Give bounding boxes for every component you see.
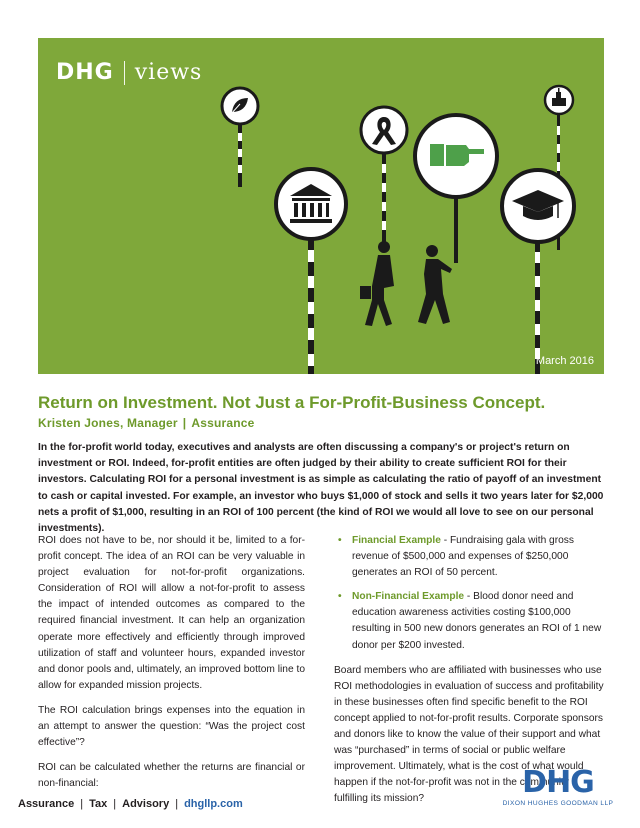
left-column	[38, 533, 305, 801]
author-name: Kristen Jones, Manager	[38, 416, 178, 430]
brand-logo	[56, 60, 202, 85]
logo-company-name: DIXON HUGHES GOODMAN LLP	[502, 800, 614, 807]
bullet-label: Non-Financial Example	[352, 591, 465, 603]
body-paragraph: ROI does not have to be, nor should it be, limited to a for-profit concept. The idea of an ROI can be very valuable in project evaluation for not-for-profit organizations. Consideration of ROI will allow a not-for-profit to assess the impact of intended outcomes as compared to the required financial investment. It can help an organization operate more effectively and efficiently through improved utilization of staff and volunteer hours, expanded investor and donor pools and, ultimately, an improved bottom line to allow for expanded mission projects.	[38, 535, 305, 691]
author-line	[38, 416, 255, 430]
people-silhouettes	[360, 241, 452, 326]
hand-sign	[415, 115, 497, 263]
intro-paragraph: In the for-profit world today, executives and analysts are often discussing a company's or project's return on investment or ROI. Indeed, for-profit entities are often judged by their ability to create sufficient ROI for their investors. Calculating ROI for a personal investment is as simple as calculating the ratio of payoff of an investment to cash or capital invested. For example, an investor who buys $1,000 of stock and sells it two years later for $2,000 nets a profit of $1,000, resulting in an ROI of 100 percent (the kind of ROI we would all love to see on our personal investments).	[38, 442, 604, 535]
bullet-icon: •	[338, 591, 342, 603]
body-paragraph: ROI can be calculated whether the returns are financial or non-financial:	[38, 762, 305, 790]
footer-separator: |	[80, 798, 84, 810]
issue-date: March 2016	[535, 355, 594, 367]
author-department: Assurance	[191, 416, 255, 430]
header-banner	[38, 38, 604, 374]
grad-sign	[502, 170, 574, 374]
bullet-text: - Fundraising gala with gross revenue of $500,000 and expenses of $250,000 generates an ROI of 50 percent.	[352, 535, 574, 579]
bullet-label: Financial Example	[352, 535, 441, 546]
logo-mark: DHG	[522, 765, 594, 800]
body-paragraph: The ROI calculation brings expenses into the equation in an attempt to answer the question: “Was the project cost effective”?	[38, 704, 305, 749]
footer-separator: |	[113, 798, 117, 810]
list-item	[338, 533, 604, 581]
ribbon-sign	[361, 107, 407, 247]
brand-divider	[124, 61, 125, 85]
brand-name: DHG	[56, 60, 114, 85]
article-title: Return on Investment. Not Just a For-Profit-Business Concept.	[38, 393, 546, 412]
bullet-icon: •	[338, 535, 342, 546]
brand-tagline: views	[134, 60, 203, 85]
body-paragraph: Board members who are affiliated with businesses who use ROI methodologies in evaluation of success and profitability in these businesses often find specific benefit to the ROI concept applied to not-for-profit results. Corporate sponsors and donors like to know the value of their support and what was “purchased” in terms of social or public welfare improvement. Ultimately, what is the cost of what would happen if the not-for-profit was not in the community fulfilling its mission?	[334, 664, 604, 805]
footer-link-advisory[interactable]: Advisory	[122, 798, 170, 810]
bank-sign	[276, 169, 346, 374]
footer-link-assurance[interactable]: Assurance	[18, 798, 75, 810]
footer-links	[18, 798, 243, 810]
leaf-sign	[222, 88, 258, 187]
website-link[interactable]: dhgllp.com	[184, 798, 243, 810]
author-separator: |	[182, 416, 187, 430]
banner-illustration	[38, 38, 604, 374]
footer-link-tax[interactable]: Tax	[89, 798, 108, 810]
bullet-text: - Blood donor need and education awareness activities costing $100,000 resulting in 500 new donors generates an ROI of 1 new donor per $200 invested.	[352, 591, 602, 651]
list-item	[338, 589, 604, 653]
example-list	[334, 533, 604, 654]
company-logo	[500, 765, 616, 807]
footer-separator: |	[175, 798, 179, 810]
